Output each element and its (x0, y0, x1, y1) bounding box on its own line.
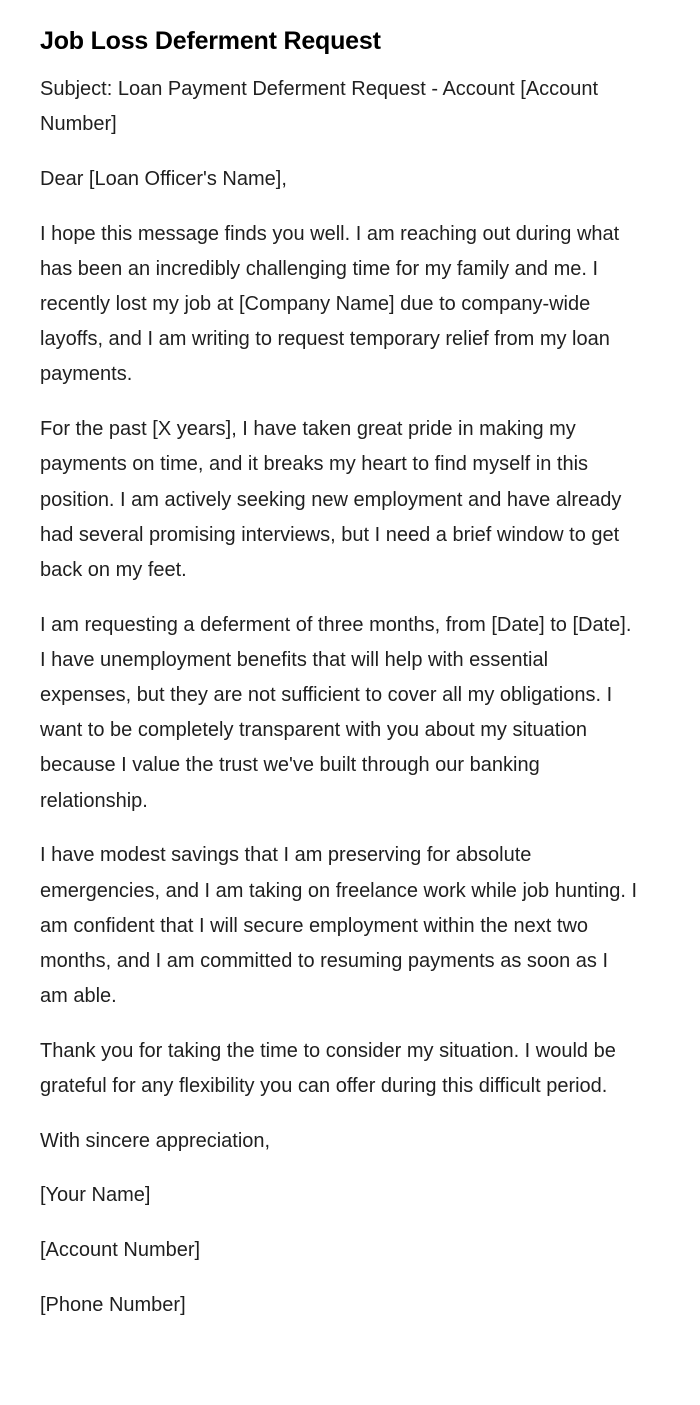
salutation: Dear [Loan Officer's Name], (40, 167, 287, 190)
signature-account: [Account Number] (40, 1239, 201, 1262)
signature-phone: [Phone Number] (40, 1293, 186, 1316)
body-paragraph-intro: I hope this message finds you well. I am reaching out during what has been an incredibly challenging time for my family and me. I recently lost my job at [Company Name] due to company-wide layoffs, and I am writing to request temporary relief from my loan payments. (40, 222, 620, 386)
subject-line: Subject: Loan Payment Deferment Request - Account [Account Number] (40, 78, 599, 136)
closing-line: With sincere appreciation, (40, 1129, 271, 1152)
body-paragraph-request: I am requesting a deferment of three months, from [Date] to [Date]. I have unemployment benefits that will help with essential expenses, but they are not sufficient to cover all my obligations. I want to be completely transparent with you about my situation because I value the trust we've built through our banking relationship. (40, 613, 632, 812)
body-paragraph-plan: I have modest savings that I am preserving for absolute emergencies, and I am taking on freelance work while job hunting. I am confident that I will secure employment within the next two months, and I am committed to resuming payments as soon as I am able. (40, 844, 638, 1008)
document-title: Job Loss Deferment Request (40, 27, 381, 55)
signature-name: [Your Name] (40, 1184, 151, 1207)
body-paragraph-history: For the past [X years], I have taken great pride in making my payments on time, and it breaks my heart to find myself in this position. I am actively seeking new employment and have already had several promising interviews, but I need a brief window to get back on my feet. (40, 418, 622, 581)
body-paragraph-thanks: Thank you for taking the time to consider my situation. I would be grateful for any flexibility you can offer during this difficult period. (40, 1039, 616, 1098)
